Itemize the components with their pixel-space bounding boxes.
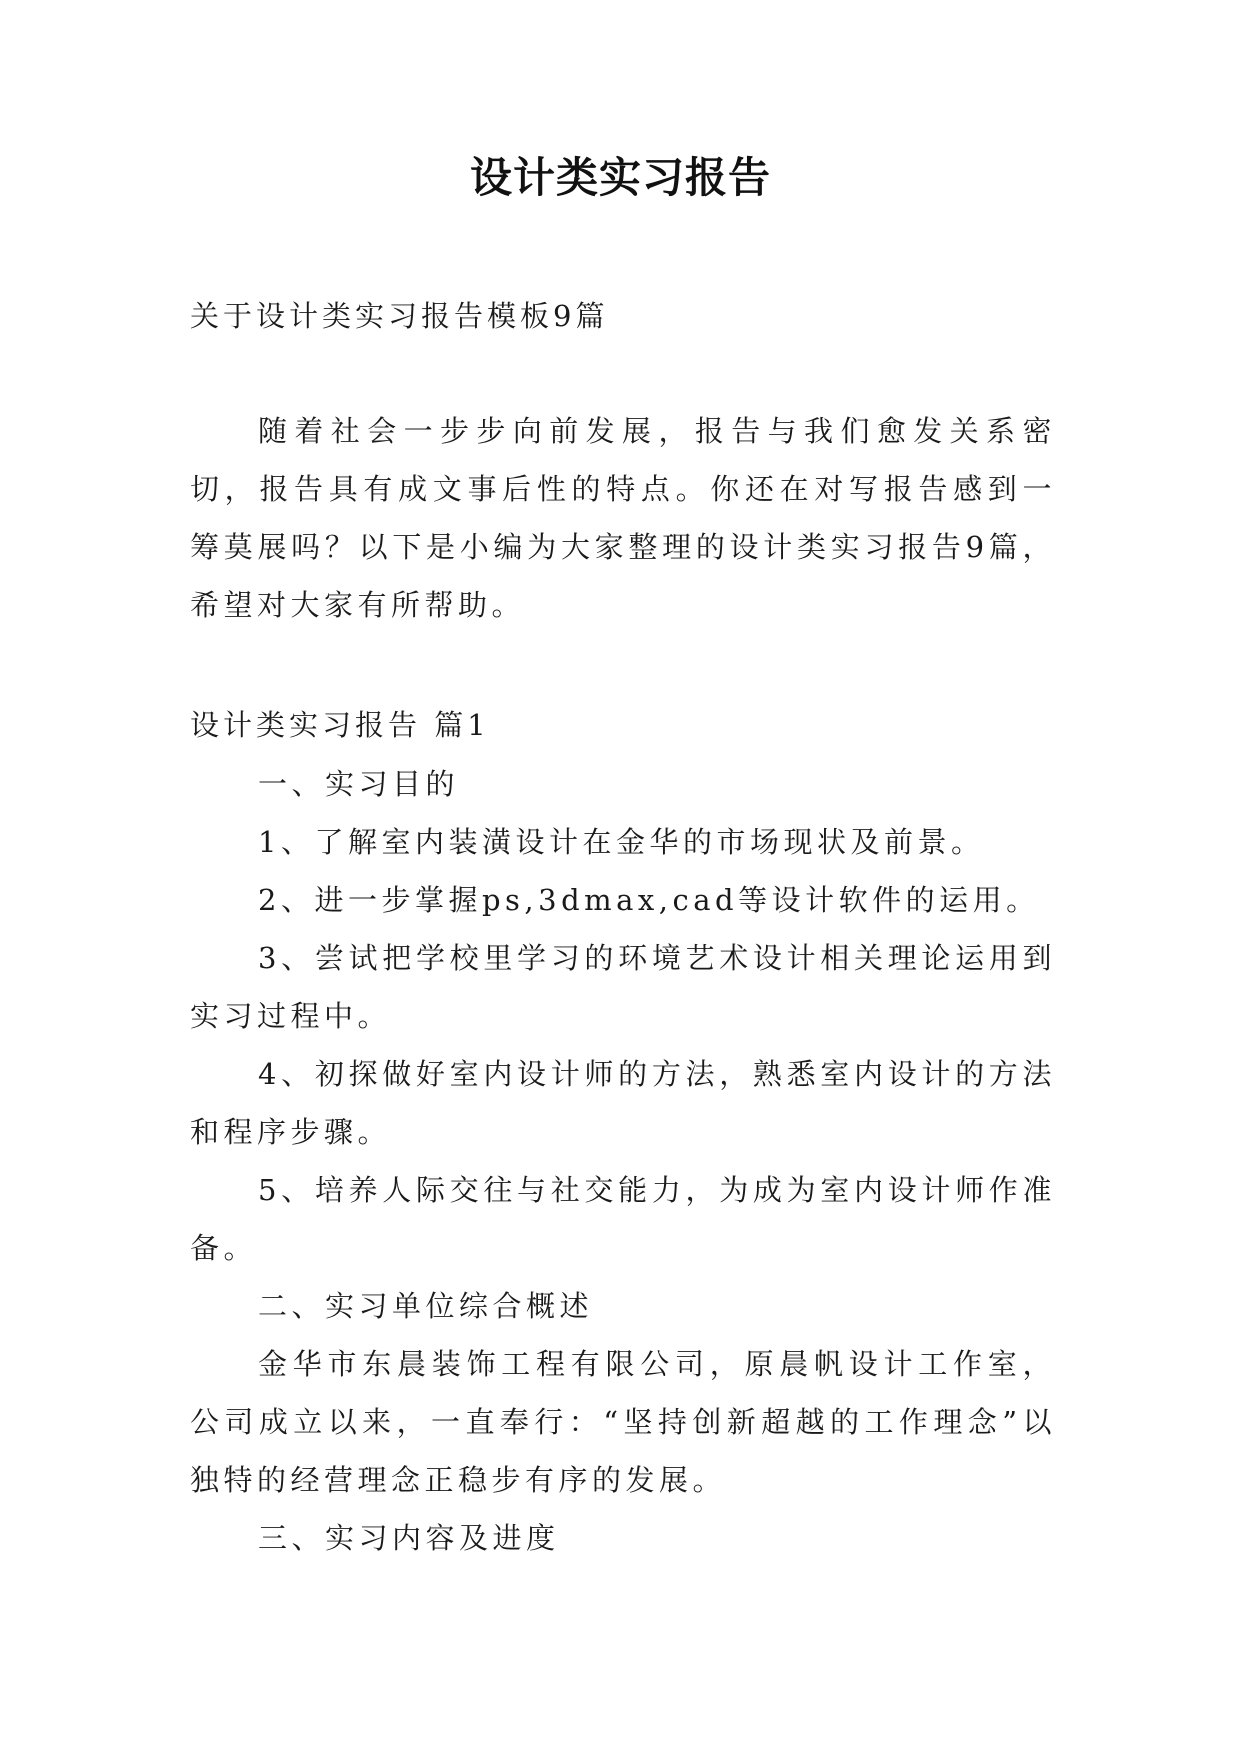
heading-company-overview: 二、实习单位综合概述 [258,1289,594,1323]
purpose-item-5: 5、培养人际交往与社交能力，为成为室内设计师作准备。 [190,1173,1056,1265]
purpose-item-4: 4、初探做好室内设计师的方法，熟悉室内设计的方法和程序步骤。 [190,1057,1056,1149]
document-subtitle: 关于设计类实习报告模板9篇 [190,299,609,333]
heading-internship-content: 三、实习内容及进度 [258,1521,560,1555]
purpose-item-2: 2、进一步掌握ps,3dmax,cad等设计软件的运用。 [258,883,1040,917]
purpose-item-3: 3、尝试把学校里学习的环境艺术设计相关理论运用到实习过程中。 [190,941,1056,1033]
company-overview-paragraph: 金华市东晨装饰工程有限公司，原晨帆设计工作室，公司成立以来，一直奉行：“坚持创新超越的工作理念”以独特的经营理念正稳步有序的发展。 [190,1347,1056,1497]
section-heading: 设计类实习报告 篇1 [190,708,490,742]
heading-internship-purpose: 一、实习目的 [258,767,460,801]
document-body [190,755,1056,1567]
purpose-item-1: 1、了解室内装潢设计在金华的市场现状及前景。 [258,825,985,859]
intro-paragraph: 随着社会一步步向前发展，报告与我们愈发关系密切，报告具有成文事后性的特点。你还在对写报告感到一筹莫展吗？以下是小编为大家整理的设计类实习报告9篇，希望对大家有所帮助。 [190,414,1056,622]
document-title: 设计类实习报告 [469,153,771,202]
